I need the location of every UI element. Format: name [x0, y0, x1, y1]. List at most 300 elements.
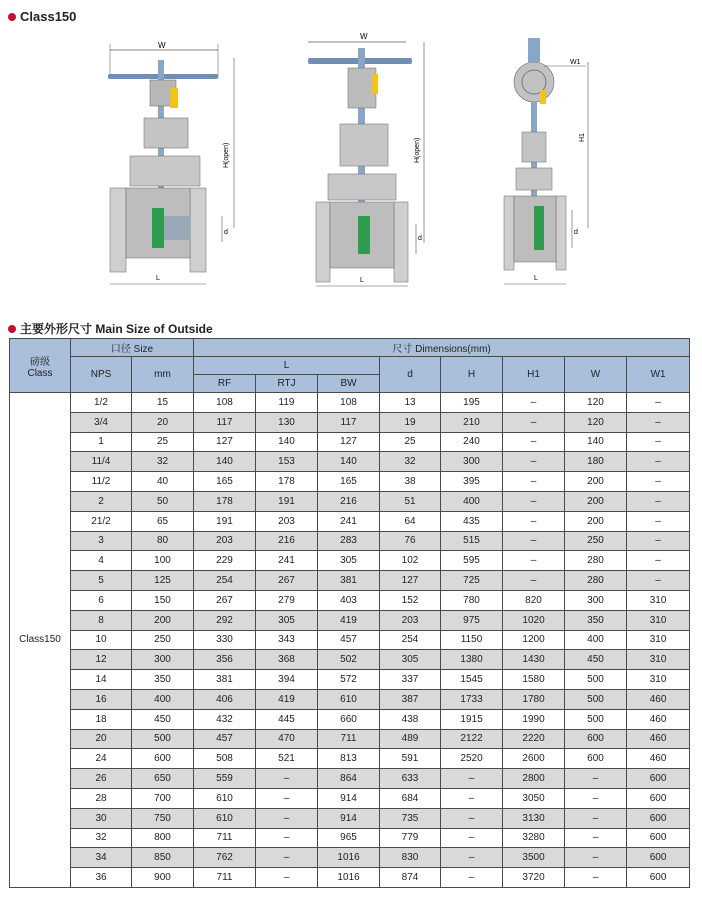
- table-cell: 600: [627, 788, 690, 808]
- table-cell: 684: [380, 788, 441, 808]
- table-cell: 460: [627, 729, 690, 749]
- table-cell: –: [565, 848, 627, 868]
- table-cell: 65: [132, 511, 194, 531]
- table-cell: 250: [565, 531, 627, 551]
- table-cell: 600: [627, 769, 690, 789]
- table-cell: 24: [71, 749, 132, 769]
- table-cell: 165: [194, 472, 256, 492]
- table-cell: 240: [441, 432, 503, 452]
- table-cell: 21/2: [71, 511, 132, 531]
- table-cell: 1: [71, 432, 132, 452]
- section-title-text: 主要外形尺寸 Main Size of Outside: [20, 322, 213, 336]
- table-cell: 15: [132, 393, 194, 413]
- table-cell: –: [565, 808, 627, 828]
- table-cell: 241: [318, 511, 380, 531]
- table-cell: 432: [194, 709, 256, 729]
- table-cell: 150: [132, 590, 194, 610]
- table-cell: 153: [256, 452, 318, 472]
- table-cell: 515: [441, 531, 503, 551]
- table-cell: –: [565, 788, 627, 808]
- table-cell: 381: [318, 571, 380, 591]
- table-cell: 1016: [318, 868, 380, 888]
- table-row: [10, 670, 690, 690]
- table-cell: 2: [71, 491, 132, 511]
- dim-l-label: L: [534, 275, 538, 282]
- table-cell: 11/2: [71, 472, 132, 492]
- dim-w-label: W: [360, 32, 368, 41]
- table-cell: –: [441, 868, 503, 888]
- table-cell: 406: [194, 689, 256, 709]
- table-cell: 305: [318, 551, 380, 571]
- table-cell: 1200: [503, 630, 565, 650]
- table-cell: 3280: [503, 828, 565, 848]
- table-cell: 2800: [503, 769, 565, 789]
- table-row: [10, 650, 690, 670]
- dim-h-open-label: H(open): [414, 137, 421, 163]
- table-cell: 300: [132, 650, 194, 670]
- table-cell: 1150: [441, 630, 503, 650]
- table-cell: 600: [565, 729, 627, 749]
- table-cell: –: [627, 551, 690, 571]
- table-cell: –: [627, 491, 690, 511]
- table-cell: –: [256, 848, 318, 868]
- table-cell: 36: [71, 868, 132, 888]
- table-cell: 400: [441, 491, 503, 511]
- table-cell: 28: [71, 788, 132, 808]
- table-cell: 64: [380, 511, 441, 531]
- table-cell: 457: [318, 630, 380, 650]
- table-cell: 34: [71, 848, 132, 868]
- table-row: [10, 452, 690, 472]
- dim-w-label: W: [158, 41, 166, 50]
- table-cell: 203: [256, 511, 318, 531]
- table-cell: 195: [441, 393, 503, 413]
- table-cell: –: [256, 808, 318, 828]
- table-cell: –: [565, 769, 627, 789]
- table-cell: 457: [194, 729, 256, 749]
- table-cell: 310: [627, 670, 690, 690]
- table-cell: 279: [256, 590, 318, 610]
- table-cell: –: [503, 551, 565, 571]
- table-cell: 350: [132, 670, 194, 690]
- table-cell: 975: [441, 610, 503, 630]
- table-cell: 395: [441, 472, 503, 492]
- table-cell: 403: [318, 590, 380, 610]
- table-cell: 30: [71, 808, 132, 828]
- table-cell: 1430: [503, 650, 565, 670]
- section-title-class150: [8, 9, 76, 24]
- table-cell: 178: [256, 472, 318, 492]
- table-cell: 140: [256, 432, 318, 452]
- table-row: [10, 689, 690, 709]
- table-cell: –: [565, 868, 627, 888]
- table-cell: 203: [380, 610, 441, 630]
- table-row: [10, 788, 690, 808]
- table-cell: 254: [194, 571, 256, 591]
- table-cell: 864: [318, 769, 380, 789]
- table-cell: –: [627, 571, 690, 591]
- table-cell: 4: [71, 551, 132, 571]
- table-row: [10, 491, 690, 511]
- table-cell: 2600: [503, 749, 565, 769]
- table-cell: –: [627, 531, 690, 551]
- table-cell: 800: [132, 828, 194, 848]
- table-row: [10, 630, 690, 650]
- table-cell: 8: [71, 610, 132, 630]
- table-cell: 460: [627, 709, 690, 729]
- table-cell: 1545: [441, 670, 503, 690]
- table-cell: 3130: [503, 808, 565, 828]
- table-cell: 711: [318, 729, 380, 749]
- table-cell: 152: [380, 590, 441, 610]
- table-row: [10, 749, 690, 769]
- table-cell: 127: [380, 571, 441, 591]
- table-cell: 191: [256, 491, 318, 511]
- table-cell: –: [503, 432, 565, 452]
- table-cell: 100: [132, 551, 194, 571]
- table-cell: 711: [194, 828, 256, 848]
- table-cell: 292: [194, 610, 256, 630]
- table-cell: 2122: [441, 729, 503, 749]
- table-cell: 50: [132, 491, 194, 511]
- table-cell: –: [627, 472, 690, 492]
- table-cell: –: [627, 452, 690, 472]
- dim-d-label: d: [574, 229, 578, 236]
- header-l: L: [194, 357, 380, 375]
- table-cell: 127: [194, 432, 256, 452]
- table-cell: –: [256, 828, 318, 848]
- table-cell: 200: [565, 511, 627, 531]
- table-cell: 450: [565, 650, 627, 670]
- table-row: [10, 551, 690, 571]
- table-cell: 210: [441, 412, 503, 432]
- table-cell: 3050: [503, 788, 565, 808]
- table-cell: 80: [132, 531, 194, 551]
- header-h1: H1: [503, 357, 565, 393]
- table-cell: 500: [565, 689, 627, 709]
- table-cell: 1016: [318, 848, 380, 868]
- table-cell: 521: [256, 749, 318, 769]
- table-cell: 140: [565, 432, 627, 452]
- table-cell: 435: [441, 511, 503, 531]
- table-cell: –: [627, 393, 690, 413]
- dim-l-label: L: [360, 277, 364, 284]
- table-cell: –: [503, 412, 565, 432]
- dim-w1-label: W1: [570, 59, 581, 66]
- table-cell: 1780: [503, 689, 565, 709]
- table-cell: 500: [132, 729, 194, 749]
- table-cell: –: [627, 432, 690, 452]
- gate-valve-handwheel-drawing-1: [100, 38, 250, 293]
- header-nps: NPS: [71, 357, 132, 393]
- table-cell: 267: [256, 571, 318, 591]
- header-dimensions: 尺寸 Dimensions(mm): [194, 339, 690, 357]
- header-rf: RF: [194, 375, 256, 393]
- table-cell: 725: [441, 571, 503, 591]
- table-cell: 310: [627, 650, 690, 670]
- header-bw: BW: [318, 375, 380, 393]
- table-cell: 216: [318, 491, 380, 511]
- table-cell: 310: [627, 630, 690, 650]
- table-cell: –: [503, 531, 565, 551]
- table-cell: 120: [565, 393, 627, 413]
- table-cell: 830: [380, 848, 441, 868]
- table-row: [10, 709, 690, 729]
- table-cell: 779: [380, 828, 441, 848]
- dim-h-open-label: H(open): [223, 142, 230, 168]
- table-cell: 460: [627, 689, 690, 709]
- table-row: [10, 828, 690, 848]
- table-cell: –: [503, 393, 565, 413]
- table-cell: 125: [132, 571, 194, 591]
- table-cell: 3: [71, 531, 132, 551]
- table-row: [10, 432, 690, 452]
- table-cell: 20: [71, 729, 132, 749]
- table-cell: 508: [194, 749, 256, 769]
- table-cell: 119: [256, 393, 318, 413]
- dim-d-label: d: [418, 235, 422, 242]
- table-cell: 762: [194, 848, 256, 868]
- table-cell: 387: [380, 689, 441, 709]
- table-cell: 102: [380, 551, 441, 571]
- table-cell: 460: [627, 749, 690, 769]
- table-cell: 438: [380, 709, 441, 729]
- table-cell: 32: [71, 828, 132, 848]
- table-cell: 1990: [503, 709, 565, 729]
- table-cell: 130: [256, 412, 318, 432]
- table-cell: 368: [256, 650, 318, 670]
- header-w: W: [565, 357, 627, 393]
- table-cell: 254: [380, 630, 441, 650]
- table-cell: –: [441, 769, 503, 789]
- table-cell: 450: [132, 709, 194, 729]
- table-cell: 216: [256, 531, 318, 551]
- table-cell: 267: [194, 590, 256, 610]
- table-cell: 120: [565, 412, 627, 432]
- table-cell: 51: [380, 491, 441, 511]
- table-row: [10, 590, 690, 610]
- table-row: [10, 848, 690, 868]
- dim-l-label: L: [156, 275, 160, 282]
- table-cell: 229: [194, 551, 256, 571]
- table-cell: –: [441, 788, 503, 808]
- table-cell: 595: [441, 551, 503, 571]
- table-cell: 200: [132, 610, 194, 630]
- table-row: [10, 571, 690, 591]
- table-cell: 600: [627, 808, 690, 828]
- table-cell: 850: [132, 848, 194, 868]
- table-cell: 600: [132, 749, 194, 769]
- table-cell: 914: [318, 808, 380, 828]
- table-cell: 735: [380, 808, 441, 828]
- table-cell: 1/2: [71, 393, 132, 413]
- table-cell: 965: [318, 828, 380, 848]
- header-rtj: RTJ: [256, 375, 318, 393]
- dimensions-table: [9, 338, 690, 888]
- table-cell: 117: [194, 412, 256, 432]
- table-cell: 25: [380, 432, 441, 452]
- table-cell: 750: [132, 808, 194, 828]
- table-cell: 470: [256, 729, 318, 749]
- table-cell: 180: [565, 452, 627, 472]
- bullet-dot-icon: [8, 325, 16, 333]
- table-cell: 25: [132, 432, 194, 452]
- table-cell: 108: [194, 393, 256, 413]
- table-cell: 305: [256, 610, 318, 630]
- table-row: [10, 808, 690, 828]
- table-cell: 600: [627, 828, 690, 848]
- table-cell: 711: [194, 868, 256, 888]
- table-row: [10, 511, 690, 531]
- table-cell: 140: [194, 452, 256, 472]
- bullet-dot-icon: [8, 13, 16, 21]
- header-mm: mm: [132, 357, 194, 393]
- table-cell: 3/4: [71, 412, 132, 432]
- header-size: 口径 Size: [71, 339, 194, 357]
- table-cell: 280: [565, 551, 627, 571]
- table-cell: –: [627, 511, 690, 531]
- table-cell: 165: [318, 472, 380, 492]
- table-cell: 610: [194, 788, 256, 808]
- table-cell: 400: [565, 630, 627, 650]
- table-row: [10, 393, 690, 413]
- table-cell: 5: [71, 571, 132, 591]
- table-cell: 489: [380, 729, 441, 749]
- table-row: [10, 472, 690, 492]
- table-cell: 10: [71, 630, 132, 650]
- table-cell: 813: [318, 749, 380, 769]
- table-cell: 13: [380, 393, 441, 413]
- table-row: [10, 531, 690, 551]
- table-cell: 200: [565, 491, 627, 511]
- section-title-text: Class150: [20, 9, 77, 24]
- table-cell: 874: [380, 868, 441, 888]
- table-row: [10, 412, 690, 432]
- gate-valve-gear-drawing-3: [496, 38, 606, 293]
- table-cell: 250: [132, 630, 194, 650]
- table-cell: 1020: [503, 610, 565, 630]
- table-cell: 600: [627, 868, 690, 888]
- table-cell: –: [503, 472, 565, 492]
- table-cell: 445: [256, 709, 318, 729]
- header-h: H: [441, 357, 503, 393]
- table-cell: –: [503, 452, 565, 472]
- table-cell: –: [441, 828, 503, 848]
- table-cell: 280: [565, 571, 627, 591]
- table-cell: –: [441, 848, 503, 868]
- table-cell: 610: [318, 689, 380, 709]
- table-cell: 591: [380, 749, 441, 769]
- table-cell: 337: [380, 670, 441, 690]
- table-cell: 26: [71, 769, 132, 789]
- table-cell: 419: [256, 689, 318, 709]
- table-cell: 350: [565, 610, 627, 630]
- table-cell: –: [256, 868, 318, 888]
- header-w1: W1: [627, 357, 690, 393]
- table-cell: 1915: [441, 709, 503, 729]
- table-cell: 76: [380, 531, 441, 551]
- table-cell: 780: [441, 590, 503, 610]
- gate-valve-handwheel-drawing-2: [302, 28, 442, 293]
- table-row: [10, 769, 690, 789]
- table-cell: 356: [194, 650, 256, 670]
- table-cell: 300: [441, 452, 503, 472]
- table-row: [10, 610, 690, 630]
- table-cell: 32: [380, 452, 441, 472]
- table-cell: –: [503, 571, 565, 591]
- header-class: 磅级 Class: [10, 339, 71, 393]
- table-cell: 11/4: [71, 452, 132, 472]
- table-cell: 1733: [441, 689, 503, 709]
- table-cell: 283: [318, 531, 380, 551]
- table-cell: 200: [565, 472, 627, 492]
- table-cell: 1580: [503, 670, 565, 690]
- dim-d-label: d: [224, 229, 228, 236]
- table-cell: 381: [194, 670, 256, 690]
- table-cell: –: [503, 511, 565, 531]
- table-cell: 19: [380, 412, 441, 432]
- table-row: [10, 868, 690, 888]
- table-cell: –: [256, 769, 318, 789]
- table-cell: 500: [565, 670, 627, 690]
- table-cell: 330: [194, 630, 256, 650]
- table-cell: 140: [318, 452, 380, 472]
- table-cell: 2520: [441, 749, 503, 769]
- table-cell: 650: [132, 769, 194, 789]
- table-cell: 3500: [503, 848, 565, 868]
- table-cell: 16: [71, 689, 132, 709]
- table-cell: 660: [318, 709, 380, 729]
- table-cell: 117: [318, 412, 380, 432]
- table-cell: 12: [71, 650, 132, 670]
- table-row: [10, 729, 690, 749]
- table-cell: –: [441, 808, 503, 828]
- table-cell: 3720: [503, 868, 565, 888]
- section-title-main-size: [8, 320, 213, 337]
- table-cell: 633: [380, 769, 441, 789]
- table-cell: 600: [565, 749, 627, 769]
- table-cell: 20: [132, 412, 194, 432]
- table-cell: 914: [318, 788, 380, 808]
- table-cell: 305: [380, 650, 441, 670]
- table-cell: –: [565, 828, 627, 848]
- dim-h1-label: H1: [579, 133, 586, 142]
- table-cell: 18: [71, 709, 132, 729]
- table-cell: 14: [71, 670, 132, 690]
- table-cell: 900: [132, 868, 194, 888]
- table-cell: 40: [132, 472, 194, 492]
- class-cell: Class150: [10, 393, 71, 888]
- table-cell: 310: [627, 590, 690, 610]
- table-cell: –: [256, 788, 318, 808]
- table-cell: 1380: [441, 650, 503, 670]
- table-cell: 502: [318, 650, 380, 670]
- table-cell: 600: [627, 848, 690, 868]
- table-cell: 241: [256, 551, 318, 571]
- table-cell: 700: [132, 788, 194, 808]
- table-cell: –: [627, 412, 690, 432]
- table-cell: 400: [132, 689, 194, 709]
- table-cell: 343: [256, 630, 318, 650]
- table-cell: 203: [194, 531, 256, 551]
- table-cell: 38: [380, 472, 441, 492]
- table-cell: 559: [194, 769, 256, 789]
- table-cell: 300: [565, 590, 627, 610]
- table-cell: 6: [71, 590, 132, 610]
- table-cell: 310: [627, 610, 690, 630]
- table-cell: 2220: [503, 729, 565, 749]
- table-cell: 572: [318, 670, 380, 690]
